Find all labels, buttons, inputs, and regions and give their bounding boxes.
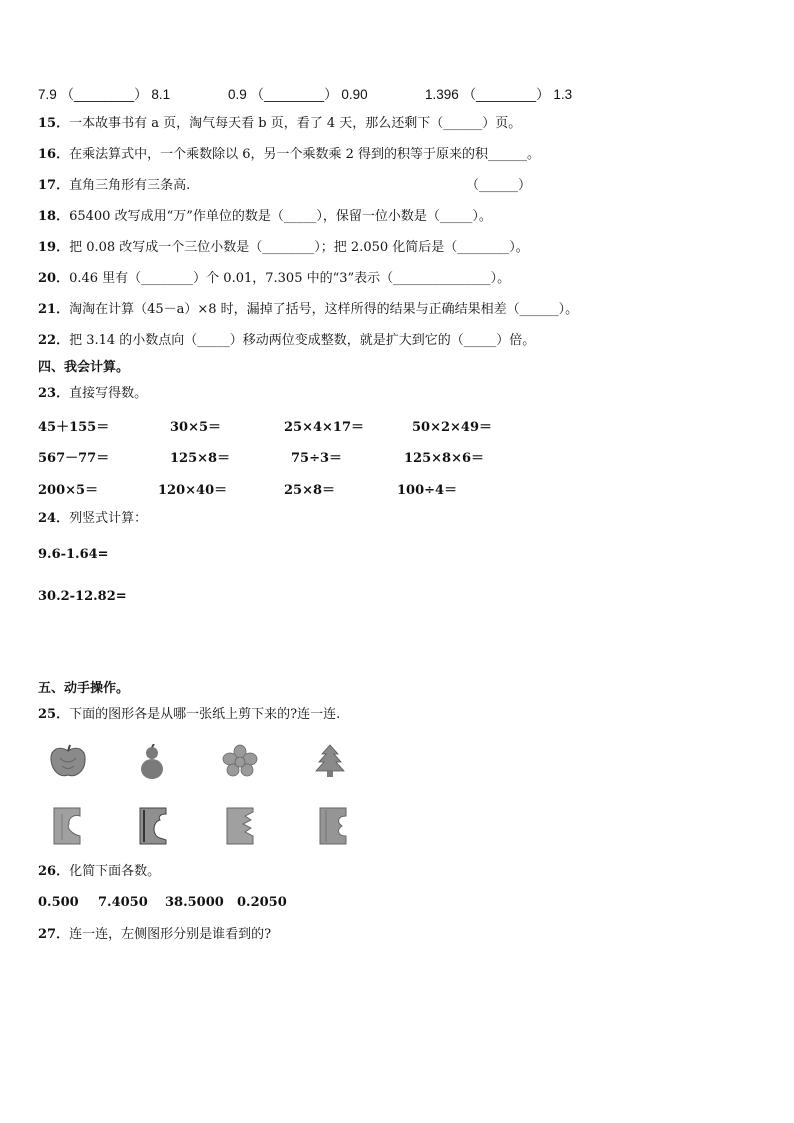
- paper-cutout-flower-icon[interactable]: [225, 806, 255, 846]
- calc-item: 45＋155＝: [38, 420, 110, 435]
- paper-cutout-gourd-icon[interactable]: [138, 806, 168, 846]
- question-23: [38, 385, 147, 403]
- question-text: 65400 改写成用“万”作单位的数是（_____），保留一位小数是（_____）。: [69, 209, 492, 224]
- vertical-calc-2: 30.2-12.82=: [38, 589, 127, 604]
- tree-icon[interactable]: [314, 743, 346, 779]
- comparison-left: 0.9: [228, 87, 247, 102]
- question-19: [38, 239, 529, 257]
- calc-item: 30×5＝: [170, 420, 222, 435]
- paper-cutout-tree-icon[interactable]: [318, 806, 348, 846]
- comparison-right: 0.90: [341, 87, 368, 102]
- comparison-blank[interactable]: （________）: [250, 87, 338, 102]
- question-22: [38, 332, 535, 350]
- comparison-blank[interactable]: （________）: [60, 87, 148, 102]
- gourd-icon[interactable]: [137, 744, 167, 780]
- question-number: 24．: [38, 511, 70, 526]
- calc-row: [38, 479, 738, 497]
- question-number: 18．: [38, 209, 70, 224]
- question-text: 淘淘在计算（45－a）×8 时，漏掉了括号，这样所得的结果与正确结果相差（______）。: [69, 302, 579, 317]
- simplify-item: 0.2050: [237, 895, 287, 910]
- calc-item: 50×2×49＝: [412, 420, 493, 435]
- question-number: 25．: [38, 707, 70, 722]
- calc-row: [38, 416, 738, 434]
- question-20: [38, 270, 510, 288]
- question-17: [38, 177, 758, 195]
- question-18: [38, 208, 492, 226]
- paper-cutout-apple-icon[interactable]: [52, 806, 82, 846]
- calc-row: [38, 447, 738, 465]
- question-number: 22．: [38, 333, 70, 348]
- apple-icon[interactable]: [48, 744, 88, 780]
- question-text: 列竖式计算：: [69, 511, 148, 526]
- question-number: 16．: [38, 147, 70, 162]
- calc-item: 125×8×6＝: [404, 451, 485, 466]
- simplify-item: 7.4050: [98, 895, 148, 910]
- comparison-2: [228, 83, 368, 103]
- question-text: 在乘法算式中，一个乘数除以 6，另一个乘数乘 2 得到的积等于原来的积______。: [69, 147, 541, 162]
- calc-item: 25×4×17＝: [284, 420, 365, 435]
- simplify-item: 0.500: [38, 895, 79, 910]
- question-27: [38, 926, 271, 944]
- answer-blank[interactable]: （______）: [466, 178, 532, 193]
- calc-item: 120×40＝: [158, 483, 228, 498]
- question-text: 一本故事书有 a 页，淘气每天看 b 页，看了 4 天，那么还剩下（______）页。: [69, 116, 522, 131]
- question-text: 直接写得数。: [69, 386, 148, 401]
- question-15: [38, 115, 521, 133]
- question-text: 连一连，左侧图形分别是谁看到的?: [69, 927, 272, 942]
- comparison-right: 1.3: [553, 87, 573, 102]
- question-number: 17．: [38, 178, 70, 193]
- comparison-right: 8.1: [151, 87, 171, 102]
- question-text: 0.46 里有（________）个 0.01，7.305 中的“3”表示（_______________）。: [69, 271, 511, 286]
- comparison-1: [38, 83, 170, 103]
- question-text: 化简下面各数。: [69, 864, 161, 879]
- calc-item: 25×8＝: [284, 483, 336, 498]
- question-number: 15．: [38, 116, 70, 131]
- question-number: 20．: [38, 271, 70, 286]
- question-number: 26．: [38, 864, 70, 879]
- simplify-item: 38.5000: [165, 895, 224, 910]
- calc-item: 200×5＝: [38, 483, 99, 498]
- question-number: 21．: [38, 302, 70, 317]
- section-4-heading: 四、我会计算。: [38, 360, 130, 375]
- question-26: [38, 863, 160, 881]
- comparison-3: [425, 83, 572, 103]
- comparison-left: 1.396: [425, 87, 459, 102]
- question-text: 把 0.08 改写成一个三位小数是（________）；把 2.050 化简后是（________）。: [69, 240, 529, 255]
- calc-item: 100÷4＝: [397, 483, 458, 498]
- question-text: 下面的图形各是从哪一张纸上剪下来的?连一连.: [69, 707, 341, 722]
- calc-item: 125×8＝: [170, 451, 231, 466]
- comparison-left: 7.9: [38, 87, 57, 102]
- calc-item: 75÷3＝: [291, 451, 343, 466]
- question-24: [38, 510, 147, 528]
- calc-item: 567－77＝: [38, 451, 110, 466]
- question-text: 直角三角形有三条高.: [69, 178, 191, 193]
- flower-icon[interactable]: [222, 744, 258, 778]
- question-text: 把 3.14 的小数点向（_____）移动两位变成整数，就是扩大到它的（_____）倍。: [69, 333, 536, 348]
- question-21: [38, 301, 578, 319]
- question-25: [38, 706, 340, 724]
- question-number: 23．: [38, 386, 70, 401]
- question-number: 19．: [38, 240, 70, 255]
- vertical-calc-1: 9.6-1.64=: [38, 547, 109, 562]
- question-16: [38, 146, 540, 164]
- question-number: 27．: [38, 927, 70, 942]
- section-5-heading: 五、动手操作。: [38, 681, 130, 696]
- comparison-blank[interactable]: （________）: [462, 87, 550, 102]
